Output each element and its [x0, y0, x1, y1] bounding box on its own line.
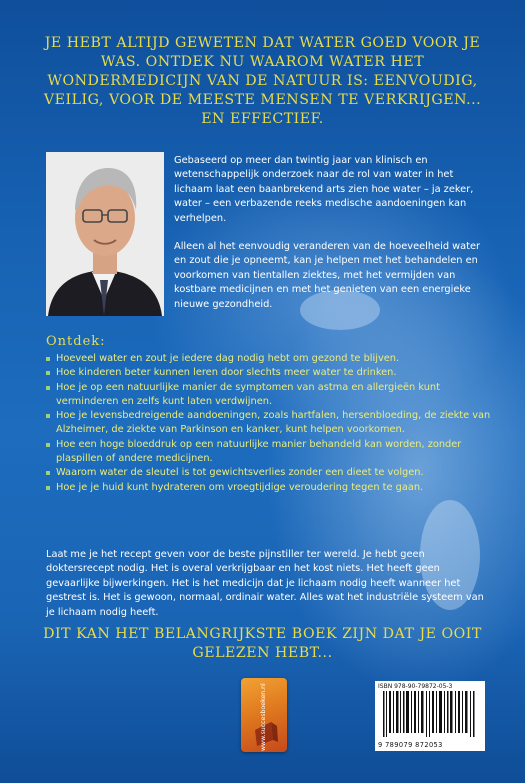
list-item-text: Hoe je op een natuurlijke manier de symptomen van astma en allergieën kunt verminderen en zelfs kunt laten verdwijnen.: [56, 381, 440, 407]
bullet-icon: [46, 414, 50, 418]
list-item-text: Hoeveel water en zout je iedere dag nodig hebt om gezond te blijven.: [56, 353, 400, 364]
list-item-text: Hoe je je huid kunt hydrateren om vroegtijdige veroudering tegen te gaan.: [56, 481, 424, 493]
list-item-text: Hoe je levensbedreigende aandoeningen, zoals hartfalen, hersenbloeding, de ziekte van Alzheimer, de ziekte van Parkinson en kanker, kunt helpen voorkomen.: [56, 410, 491, 436]
barcode-digits: 9 789079 872053: [378, 741, 443, 749]
bullet-icon: [46, 357, 50, 361]
ontdek-heading: Ontdek:: [46, 334, 106, 349]
cover-hook: JE HEBT ALTIJD GEWETEN DAT WATER GOED VOOR JE WAS. ONTDEK NU WAAROM WATER HET WONDERMEDICIJN VAN DE NATUUR IS: EENVOUDIG, VEILIG, VOOR DE MEESTE MENSEN TE VERKRIJGEN... EN EFFECTIEF.: [43, 35, 482, 127]
intro-paragraph-2: Alleen al het eenvoudig veranderen van de hoeveelheid water en zout die je opneemt, kan je helpen met het behandelen en voorkomen van tientallen ziektes, met het vermijden van kostbare medicijnen en met het genieten van een energieke nieuwe gezondheid.: [174, 241, 481, 310]
intro-paragraph-1: Gebaseerd op meer dan twintig jaar van klinisch en wetenschappelijk onderzoek naar de rol van water in het lichaam laat een baanbrekend arts zien hoe water – ja zeker, water – een verbazende reeks medische aandoeningen kan verhelpen.: [174, 155, 474, 224]
list-item-text: Waarom water de sleutel is tot gewichtsverlies zonder een dieet te volgen.: [56, 467, 424, 479]
isbn-label: ISBN 978-90-79872-05-3: [378, 683, 453, 690]
outro-paragraph: Laat me je het recept geven voor de beste pijnstiller ter wereld. Je hebt geen doktersrecept nodig. Het is overal verkrijgbaar en het kost niets. Het heeft geen gevaarlijke bijwerkingen. Het is het medicijn dat je lichaam nodig heeft wanneer het gestrest is. Het is gewoon, normaal, ordinair water. Alles wat het industriële systeem van je lichaam nodig heeft.: [46, 549, 484, 618]
bullet-icon: [46, 471, 50, 475]
benefits-list: [46, 352, 496, 495]
author-portrait-icon: [46, 152, 164, 316]
bullet-icon: [46, 371, 50, 375]
bullet-icon: [46, 443, 50, 447]
bullet-icon: [46, 386, 50, 390]
author-photo: [46, 152, 164, 316]
cover-tagline: DIT KAN HET BELANGRIJKSTE BOEK ZIJN DAT JE OOIT GELEZEN HEBT...: [43, 626, 482, 661]
list-item: [46, 409, 496, 438]
list-item: [46, 366, 496, 380]
bullet-icon: [46, 486, 50, 490]
list-item: [46, 352, 496, 366]
list-item-text: Hoe een hoge bloeddruk op een natuurlijke manier behandeld kan worden, zonder plaspillen of andere medicijnen.: [56, 438, 462, 465]
list-item-text: Hoe kinderen beter kunnen leren door slechts meer water te drinken.: [56, 367, 397, 379]
list-item: [46, 381, 496, 410]
list-item: [46, 481, 496, 495]
list-item: [46, 466, 496, 480]
list-item: [46, 438, 496, 467]
publisher-url: www.succesboeken.nl: [260, 683, 267, 751]
